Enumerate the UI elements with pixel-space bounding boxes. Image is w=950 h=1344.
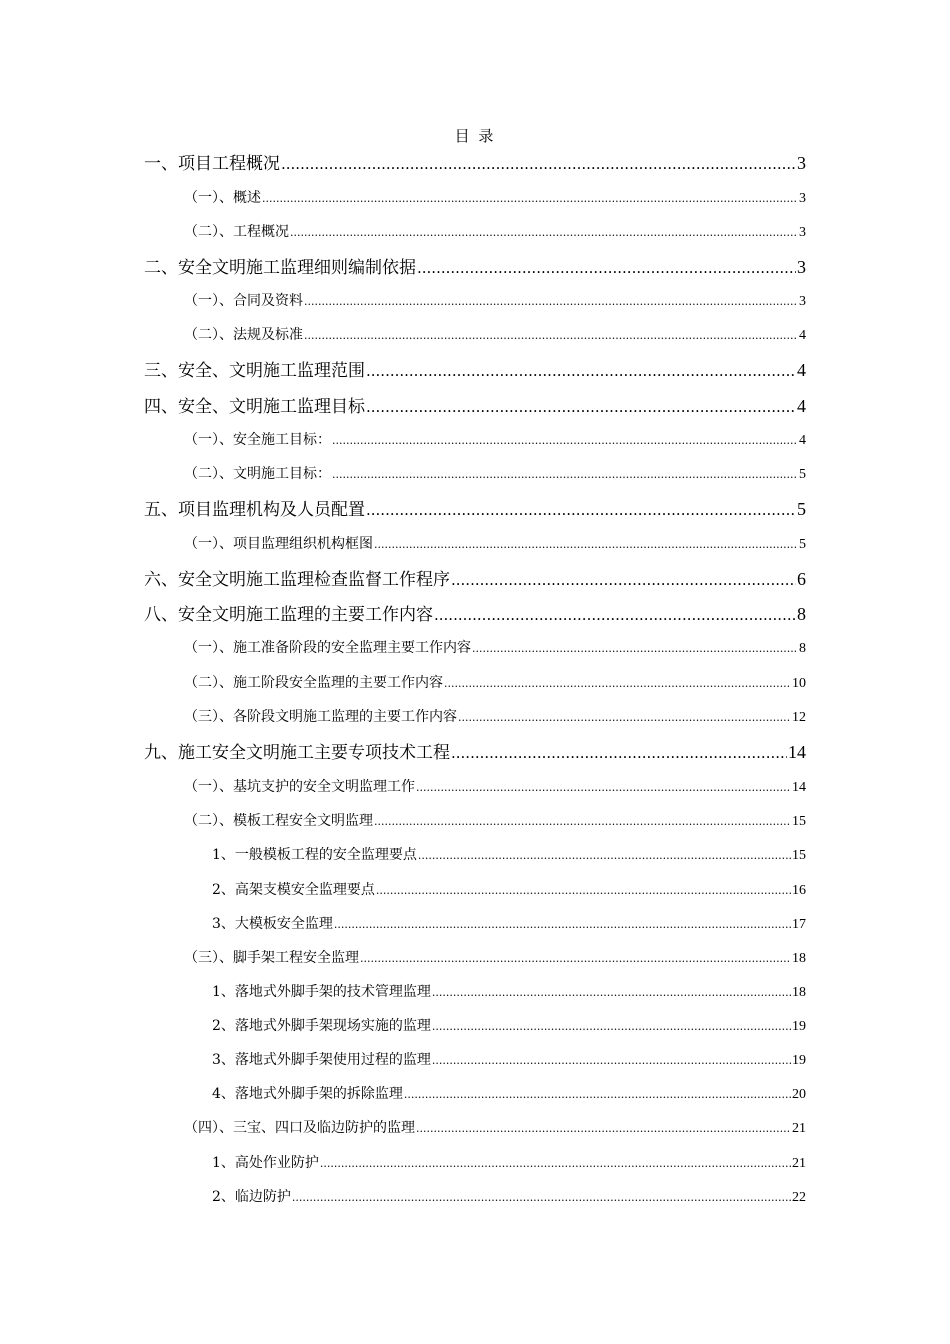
toc-entry-page: 16: [792, 883, 806, 898]
toc-entry-page: 15: [792, 814, 806, 829]
toc-leader-dots: [376, 881, 791, 901]
toc-entry-label: 六、安全文明施工监理检查监督工作程序: [144, 570, 450, 590]
toc-entry-label: 一、项目工程概况: [144, 154, 280, 174]
toc-title: 目 录: [454, 127, 496, 145]
toc-leader-dots: [262, 189, 798, 209]
toc-entry[interactable]: [212, 914, 806, 935]
toc-entry[interactable]: [212, 1084, 806, 1105]
toc-entry-label: 九、施工安全文明施工主要专项技术工程: [144, 743, 450, 763]
toc-entry-page: 8: [797, 604, 806, 624]
toc-entry-label: 2、落地式外脚手架现场实施的监理: [212, 1018, 431, 1034]
toc-entry[interactable]: [184, 534, 806, 555]
toc-entry-page: 20: [792, 1087, 806, 1102]
toc-leader-dots: [332, 431, 798, 451]
toc-entry[interactable]: [144, 568, 806, 591]
toc-entry-page: 5: [797, 499, 806, 519]
toc-leader-dots: [366, 360, 796, 382]
toc-entry-label: （一）、项目监理组织机构框图: [184, 536, 373, 552]
toc-entry-page: 14: [792, 780, 806, 795]
toc-leader-dots: [451, 569, 796, 591]
toc-leader-dots: [434, 604, 796, 626]
toc-entry-label: 1、高处作业防护: [212, 1155, 319, 1171]
toc-entry[interactable]: [184, 707, 806, 728]
toc-entry[interactable]: [212, 1187, 806, 1208]
toc-leader-dots: [281, 153, 796, 175]
toc-entry-label: （二）、文明施工目标：: [184, 466, 331, 482]
toc-entry-page: 3: [799, 294, 806, 309]
toc-leader-dots: [304, 292, 798, 312]
toc-entry-label: （一）、安全施工目标：: [184, 432, 331, 448]
toc-entry[interactable]: [144, 152, 806, 175]
toc-entry[interactable]: [212, 845, 806, 866]
toc-leader-dots: [416, 1119, 791, 1139]
toc-entry-page: 5: [799, 467, 806, 482]
toc-entry[interactable]: [184, 638, 806, 659]
toc-entry-label: （二）、施工阶段安全监理的主要工作内容: [184, 675, 443, 691]
toc-leader-dots: [334, 915, 791, 935]
toc-leader-dots: [432, 1051, 791, 1071]
toc-entry[interactable]: [184, 188, 806, 209]
toc-entry-page: 19: [792, 1053, 806, 1068]
toc-entry-label: （一）、施工准备阶段的安全监理主要工作内容: [184, 640, 471, 656]
toc-entry[interactable]: [144, 395, 806, 418]
toc-entry-page: 4: [797, 360, 806, 380]
toc-leader-dots: [418, 846, 791, 866]
toc-entry-page: 18: [792, 951, 806, 966]
toc-entry-page: 18: [792, 985, 806, 1000]
toc-entry-label: （二）、模板工程安全文明监理: [184, 813, 373, 829]
toc-entry[interactable]: [184, 1118, 806, 1139]
toc-entry-label: （一）、概述: [184, 190, 261, 206]
toc-entry-label: 五、项目监理机构及人员配置: [144, 500, 365, 520]
toc-entry[interactable]: [184, 777, 806, 798]
toc-entry-page: 8: [799, 641, 806, 656]
toc-leader-dots: [432, 1017, 791, 1037]
toc-entry-page: 5: [799, 537, 806, 552]
toc-leader-dots: [444, 674, 791, 694]
toc-entry[interactable]: [144, 741, 806, 764]
toc-entry[interactable]: [212, 880, 806, 901]
toc-entry-label: 1、落地式外脚手架的技术管理监理: [212, 984, 431, 1000]
toc-entry[interactable]: [184, 811, 806, 832]
toc-entry[interactable]: [184, 222, 806, 243]
toc-entry-label: （一）、基坑支护的安全文明监理工作: [184, 779, 415, 795]
toc-entry-label: （二）、法规及标准: [184, 327, 303, 343]
toc-leader-dots: [416, 778, 791, 798]
toc-entry[interactable]: [144, 359, 806, 382]
toc-entry[interactable]: [184, 325, 806, 346]
toc-entry-label: 4、落地式外脚手架的拆除监理: [212, 1086, 403, 1102]
toc-entry-page: 3: [799, 191, 806, 206]
toc-leader-dots: [417, 257, 796, 279]
toc-entry-label: （三）、脚手架工程安全监理: [184, 950, 359, 966]
toc-leader-dots: [432, 983, 791, 1003]
toc-leader-dots: [290, 223, 798, 243]
toc-entry-label: 三、安全、文明施工监理范围: [144, 361, 365, 381]
toc-entry-label: （一）、合同及资料: [184, 293, 303, 309]
toc-entry-page: 6: [797, 569, 806, 589]
toc-entry-page: 19: [792, 1019, 806, 1034]
toc-leader-dots: [472, 639, 798, 659]
toc-entry-label: （四）、三宝、四口及临边防护的监理: [184, 1120, 415, 1136]
toc-entry-label: 3、大模板安全监理: [212, 916, 333, 932]
toc-entry[interactable]: [144, 256, 806, 279]
toc-entry-page: 3: [797, 153, 806, 173]
toc-entry[interactable]: [184, 291, 806, 312]
toc-entry[interactable]: [212, 1050, 806, 1071]
toc-entry-page: 4: [797, 396, 806, 416]
toc-leader-dots: [366, 499, 796, 521]
toc-entry[interactable]: [212, 982, 806, 1003]
toc-entry-page: 21: [792, 1156, 806, 1171]
toc-entry-page: 4: [799, 328, 806, 343]
toc-entry-page: 15: [792, 848, 806, 863]
toc-entry-page: 17: [792, 917, 806, 932]
toc-leader-dots: [374, 812, 791, 832]
toc-leader-dots: [404, 1085, 791, 1105]
toc-entry[interactable]: [184, 673, 806, 694]
toc-entry[interactable]: [212, 1153, 806, 1174]
toc-entry-label: 3、落地式外脚手架使用过程的监理: [212, 1052, 431, 1068]
toc-entry-label: 二、安全文明施工监理细则编制依据: [144, 258, 416, 278]
toc-entry-label: 1、一般模板工程的安全监理要点: [212, 847, 417, 863]
toc-leader-dots: [332, 465, 798, 485]
toc-leader-dots: [374, 535, 798, 555]
toc-entry-page: 14: [788, 742, 806, 762]
toc-entry-label: （三）、各阶段文明施工监理的主要工作内容: [184, 709, 457, 725]
toc-leader-dots: [366, 396, 796, 418]
toc-entry-label: （二）、工程概况: [184, 224, 289, 240]
toc-entry-label: 2、临边防护: [212, 1189, 291, 1205]
toc-entry[interactable]: [184, 430, 806, 451]
toc-entry[interactable]: [144, 603, 806, 626]
toc-entry-label: 2、高架支模安全监理要点: [212, 882, 375, 898]
toc-entry-page: 3: [799, 225, 806, 240]
toc-leader-dots: [451, 742, 787, 764]
toc-entry-page: 4: [799, 433, 806, 448]
toc-entry-page: 12: [792, 710, 806, 725]
toc-entry-label: 四、安全、文明施工监理目标: [144, 397, 365, 417]
toc-entry-page: 10: [792, 676, 806, 691]
toc-entry[interactable]: [184, 948, 806, 969]
toc-leader-dots: [304, 326, 798, 346]
toc-entry[interactable]: [184, 464, 806, 485]
toc-entry-page: 3: [797, 257, 806, 277]
toc-leader-dots: [320, 1154, 791, 1174]
toc-leader-dots: [360, 949, 791, 969]
toc-entry-label: 八、安全文明施工监理的主要工作内容: [144, 605, 433, 625]
toc-entry-page: 21: [792, 1121, 806, 1136]
toc-entry[interactable]: [212, 1016, 806, 1037]
toc-leader-dots: [292, 1188, 791, 1208]
toc-leader-dots: [458, 708, 791, 728]
toc-entry-page: 22: [792, 1190, 806, 1205]
toc-entry[interactable]: [144, 498, 806, 521]
